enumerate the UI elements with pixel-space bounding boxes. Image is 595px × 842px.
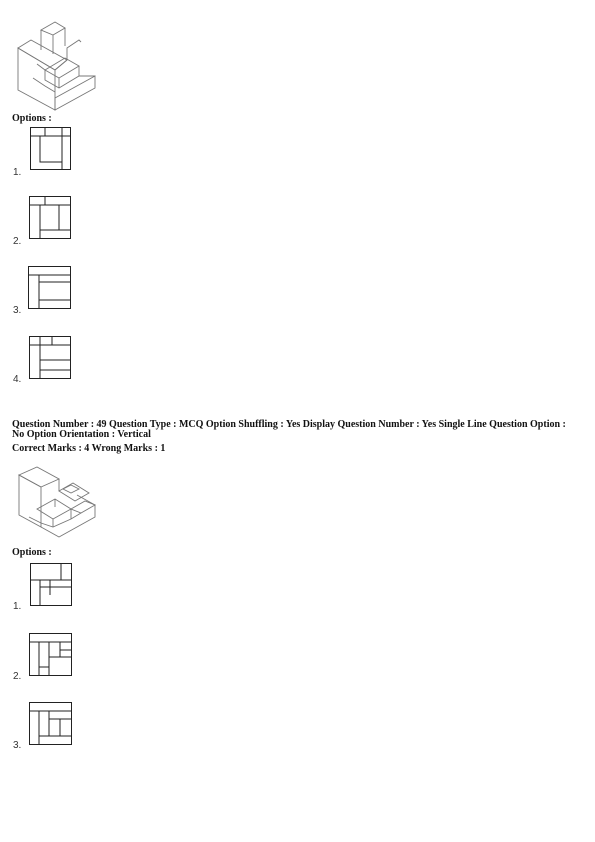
isometric-figure-q49	[15, 465, 100, 543]
option-number[interactable]: 2.	[13, 671, 22, 682]
question-meta-line-1: Question Number : 49 Question Type : MCQ Option Shuffling : Yes Display Question Number : Yes Single Line Question Option :	[12, 419, 566, 430]
option-number[interactable]: 2.	[13, 236, 22, 247]
option-figure-3[interactable]	[28, 266, 72, 310]
option-figure-2[interactable]	[29, 633, 73, 677]
option-figure-4[interactable]	[29, 336, 72, 380]
option-figure-2[interactable]	[29, 196, 72, 240]
isometric-figure-q48	[15, 18, 100, 113]
question-meta	[12, 420, 592, 440]
option-figure-1[interactable]	[30, 127, 72, 171]
option-number[interactable]: 1.	[13, 601, 22, 612]
option-number[interactable]: 3.	[13, 740, 22, 751]
option-number[interactable]: 3.	[13, 305, 22, 316]
option-figure-1[interactable]	[30, 563, 73, 607]
option-number[interactable]: 1.	[13, 167, 22, 178]
option-figure-3[interactable]	[29, 702, 73, 746]
marks-line: Correct Marks : 4 Wrong Marks : 1	[12, 443, 166, 454]
options-label: Options :	[12, 547, 52, 558]
option-number[interactable]: 4.	[13, 374, 22, 385]
options-label: Options :	[12, 113, 52, 124]
question-meta-line-2: No Option Orientation : Vertical	[12, 429, 151, 440]
